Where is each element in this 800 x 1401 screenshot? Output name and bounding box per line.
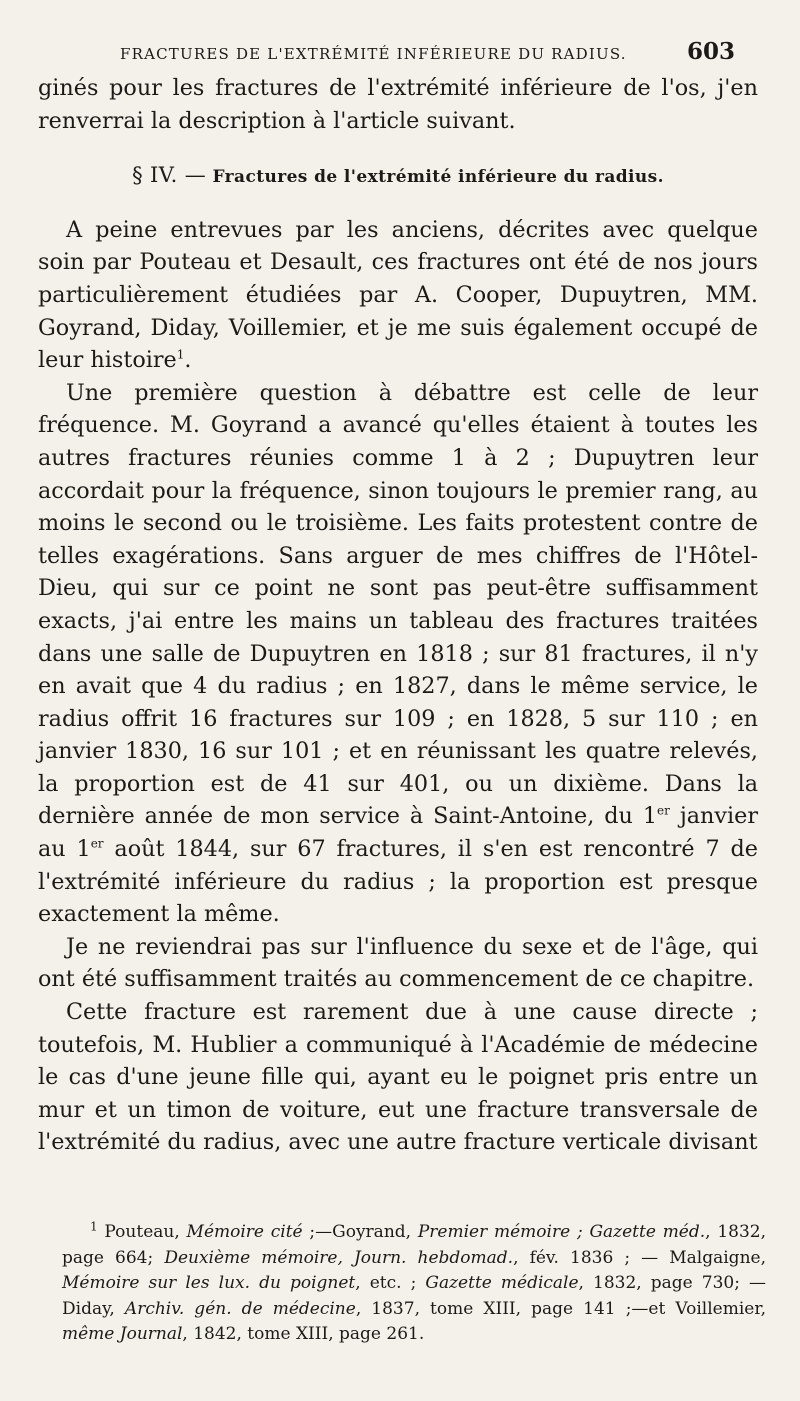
footnote-text: , 1842, tome XIII, page 261. <box>182 1324 425 1345</box>
paragraph-text: . <box>184 347 192 374</box>
page-number: 603 <box>686 38 735 65</box>
paragraph-text: A peine entrevues par les anciens, décrites avec quelque soin par Pouteau et Desault, ces fractures ont été de nos jours particulièrement étudiées par A. Cooper, Dupuytren, MM. Goyrand, Diday, Voillemier, et je me suis également occupé de leur histoire <box>38 216 758 374</box>
footnote-marker: 1 <box>90 1219 98 1234</box>
section-number: § IV. — <box>132 163 207 188</box>
paragraph-text: janvier au 1 <box>38 803 758 863</box>
paragraph-text: août 1844, sur 67 fractures, il s'en est rencontré 7 de l'extrémité inférieure du radius ; la proportion est presque exactement la même. <box>38 836 758 928</box>
page-header <box>120 38 735 68</box>
citation-title: Gazette médicale <box>425 1273 579 1294</box>
paragraph-sex-age: Je ne reviendrai pas sur l'influence du sexe et de l'âge, qui ont été suffisamment traités au commencement de ce chapitre. <box>38 933 758 993</box>
paragraph-intro <box>38 214 758 377</box>
footnote-text: , 1837, tome XIII, page 141 ;—et Voillemier, <box>355 1298 766 1319</box>
citation-title: même Journal <box>62 1324 183 1345</box>
running-title: FRACTURES DE L'EXTRÉMITÉ INFÉRIEURE DU RADIUS. <box>120 45 627 63</box>
citation-title: Mémoire cité <box>186 1222 303 1242</box>
paragraph-cause: Cette fracture est rarement due à une cause directe ; toutefois, M. Hublier a communiqué à l'Académie de médecine le cas d'une jeune fille qui, ayant eu le poignet pris entre un mur et un timon de voiture, eut une fracture transversale de l'extrémité du radius, avec une autre fracture verticale divisant <box>38 999 758 1156</box>
continuation-paragraph: ginés pour les fractures de l'extrémité inférieure de l'os, j'en renverrai la description à l'article suivant. <box>38 75 758 134</box>
footnotes <box>62 1220 766 1348</box>
footnote-text: , fév. 1836 ; — Malgaigne, <box>513 1247 766 1268</box>
section-heading <box>38 159 758 194</box>
paragraph-text: Une première question à débattre est celle de leur fréquence. M. Goyrand a avancé qu'elles étaient à toutes les autres fractures réunies comme 1 à 2 ; Dupuytren leur accordait pour la fréquence, sinon toujours le premier rang, au moins le second ou le troisième. Les faits protestent contre de telles exagérations. Sans arguer de mes chiffres de l'Hôtel-Dieu, qui sur ce point ne sont pas peut-être suffisamment exacts, j'ai entre les mains un tableau des fractures traitées dans une salle de Dupuytren en 1818 ; sur 81 fractures, il n'y en avait que 4 du radius ; en 1827, dans le même service, le radius offrit 16 fractures sur 109 ; en 1828, 5 sur 110 ; en janvier 1830, 16 sur 101 ; et en réunissant les quatre relevés, la proportion est de 41 sur 401, ou un dixième. Dans la dernière année de mon service à Saint-Antoine, du 1 <box>38 379 758 830</box>
footnote-text: , 1832, page 664; <box>62 1222 767 1268</box>
body-text <box>38 72 758 1159</box>
citation-title: Mémoire sur les lux. du poignet <box>62 1273 356 1294</box>
paragraph-frequency <box>38 377 758 931</box>
footnote-reference[interactable]: 1 <box>176 347 185 362</box>
footnote-text: Pouteau, <box>97 1222 187 1242</box>
superscript-er: er <box>657 804 670 819</box>
citation-title: Deuxième mémoire, Journ. hebdomad. <box>164 1247 514 1268</box>
superscript-er: er <box>90 836 104 851</box>
footnote-text: , etc. ; <box>355 1273 426 1294</box>
footnote-text: ;—Goyrand, <box>302 1222 418 1242</box>
section-title: Fractures de l'extrémité inférieure du radius. <box>212 167 664 188</box>
citation-title: Archiv. gén. de médecine <box>124 1298 356 1319</box>
footnote-text: , 1832, page 730; — Diday, <box>62 1273 766 1319</box>
footnote-1 <box>62 1220 766 1348</box>
citation-title: Premier mémoire ; Gazette méd. <box>417 1222 706 1242</box>
